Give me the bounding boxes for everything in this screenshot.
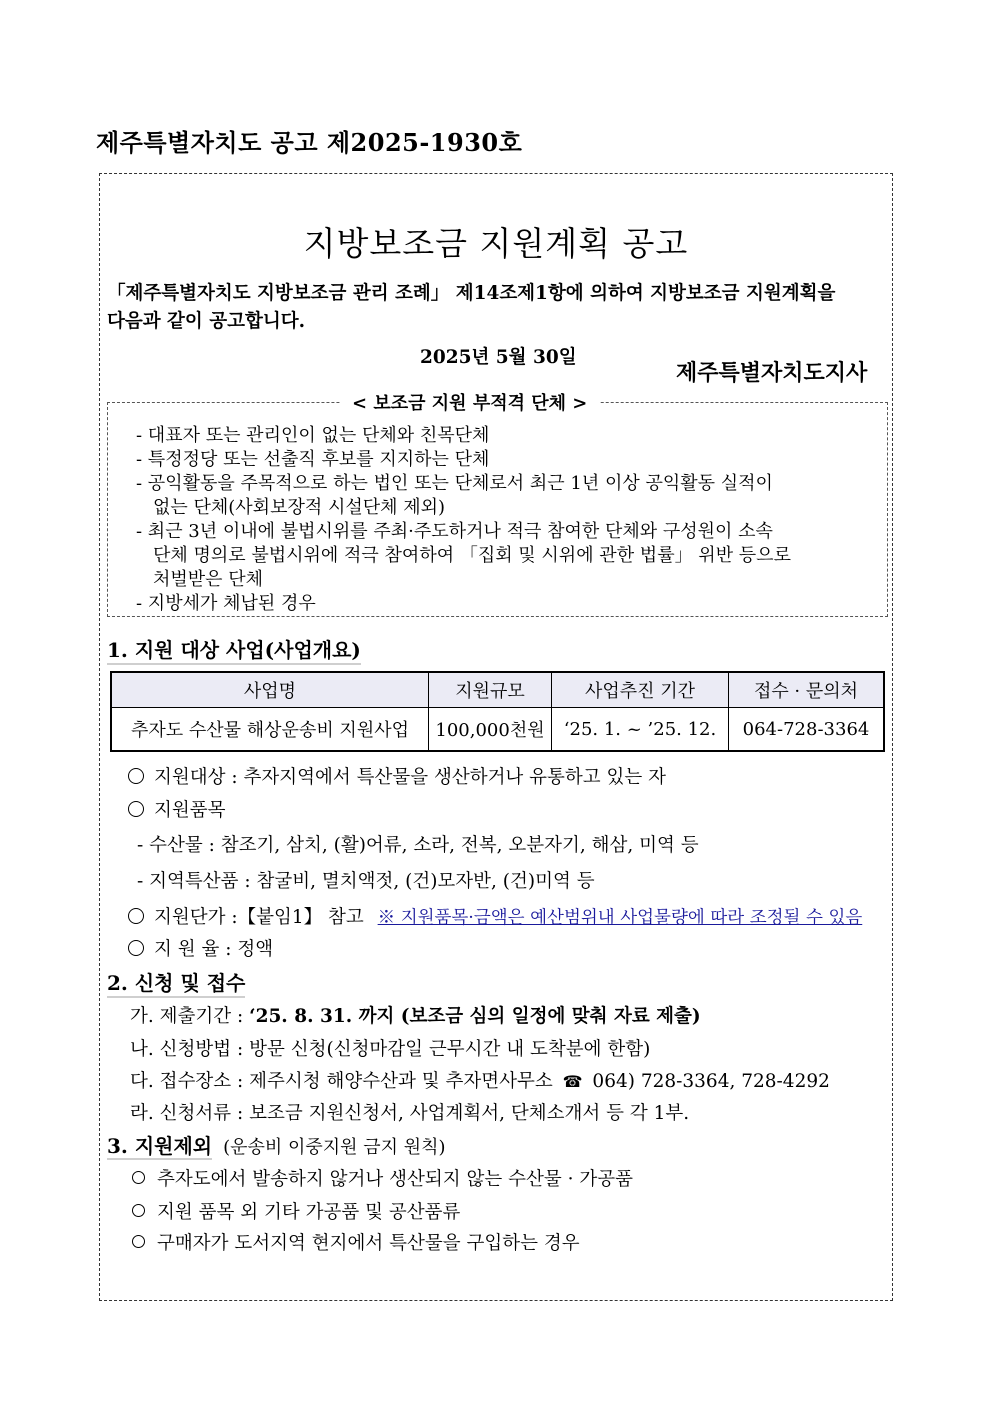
section-3-subheading: (운송비 이중지원 금지 원칙) [223,1137,446,1158]
notice-number: 제주특별자치도 공고 제2025-1930호 [96,128,523,157]
section-3-heading: 3. 지원제외 [107,1134,213,1158]
circle-bullet-icon [132,1235,145,1248]
circle-bullet-icon [128,940,144,956]
table-header: 접수 · 문의처 [729,672,885,708]
ineligible-item: - 최근 3년 이내에 불법시위를 주최·주도하거나 적극 참여한 단체와 구성원이 소속 [136,521,773,542]
ineligible-title: < 보조금 지원 부적격 단체 > [340,389,599,415]
application-place [130,1067,830,1093]
section-3-heading-wrap [107,1130,446,1159]
application-phone: 064) 728-3364, 728-4292 [592,1071,830,1092]
business-table [110,671,885,752]
circle-bullet-icon [132,1171,145,1184]
submission-period [130,1002,701,1028]
ineligible-item-continued: 처벌받은 단체 [153,569,264,590]
circle-bullet-icon [132,1204,145,1217]
notice-date: 2025년 5월 30일 [420,347,577,368]
exclusion-item-text: 지원 품목 외 기타 가공품 및 공산품류 [157,1202,461,1223]
issuer: 제주특별자치도지사 [676,360,868,386]
application-method: 나. 신청방법 : 방문 신청(신청마감일 근무시간 내 도착분에 한함) [130,1039,651,1060]
submission-period-value: ‘25. 8. 31. 까지 (보조금 심의 일정에 맞춰 자료 제출) [249,1006,701,1027]
ineligible-item-continued: 단체 명의로 불법시위에 적극 참여하여 「집회 및 시위에 관한 법률」 위반 등으로 [153,545,791,566]
table-header-row [111,672,884,708]
section-1-heading: 1. 지원 대상 사업(사업개요) [107,634,361,665]
ineligible-item: - 지방세가 체납된 경우 [136,593,316,614]
unit-price-note: ※ 지원품목·금액은 예산범위내 사업물량에 따라 조정될 수 있음 [377,908,863,928]
submission-period-label: 가. 제출기간 : [130,1006,244,1027]
specialty-items: - 지역특산품 : 참굴비, 멸치액젓, (건)모자반, (건)미역 등 [137,871,595,892]
unit-price [128,903,862,929]
circle-bullet-icon [128,908,144,924]
support-rate-text: 지 원 율 : 정액 [154,939,274,960]
table-cell: 추자도 수산물 해상운송비 지원사업 [111,708,429,752]
support-target-text: 지원대상 : 추자지역에서 특산물을 생산하거나 유통하고 있는 자 [154,767,667,788]
unit-price-text: 지원단가 :【붙임1】 참고 [154,907,364,928]
ineligible-item: - 공익활동을 주목적으로 하는 법인 또는 단체로서 최근 1년 이상 공익활동 실적이 [136,473,773,494]
application-place-text: 다. 접수장소 : 제주시청 해양수산과 및 추자면사무소 [130,1071,553,1092]
intro-line-1: 「제주특별자치도 지방보조금 관리 조례」 제14조제1항에 의하여 지방보조금 지원계획을 [107,283,836,304]
table-cell: 064-728-3364 [729,708,885,752]
exclusion-item-text: 구매자가 도서지역 현지에서 특산물을 구입하는 경우 [157,1233,580,1254]
support-items-label [128,796,225,822]
circle-bullet-icon [128,768,144,784]
exclusion-item [132,1198,460,1224]
table-cell: 100,000천원 [429,708,552,752]
table-header: 지원규모 [429,672,552,708]
section-2-heading: 2. 신청 및 접수 [107,967,245,998]
table-row [111,708,884,752]
exclusion-item-text: 추자도에서 발송하지 않거나 생산되지 않는 수산물 · 가공품 [157,1169,633,1190]
support-rate [128,935,273,961]
circle-bullet-icon [128,801,144,817]
application-documents: 라. 신청서류 : 보조금 지원신청서, 사업계획서, 단체소개서 등 각 1부. [130,1103,690,1124]
ineligible-item: - 대표자 또는 관리인이 없는 단체와 친목단체 [136,425,490,446]
ineligible-item-continued: 없는 단체(사회보장적 시설단체 제외) [153,497,446,518]
seafood-items: - 수산물 : 참조기, 삼치, (활)어류, 소라, 전복, 오분자기, 해삼, 미역 등 [137,835,699,856]
support-items-label-text: 지원품목 [154,800,226,821]
ineligible-item: - 특정정당 또는 선출직 후보를 지지하는 단체 [136,449,490,470]
exclusion-item [132,1165,633,1191]
exclusion-item [132,1229,580,1255]
support-target [128,763,666,789]
phone-icon: ☎ [562,1072,583,1091]
intro-line-2: 다음과 같이 공고합니다. [107,311,306,332]
table-cell: ‘25. 1. ~ ’25. 12. [552,708,729,752]
table-header: 사업추진 기간 [552,672,729,708]
document-title: 지방보조금 지원계획 공고 [303,224,689,263]
table-header: 사업명 [111,672,429,708]
